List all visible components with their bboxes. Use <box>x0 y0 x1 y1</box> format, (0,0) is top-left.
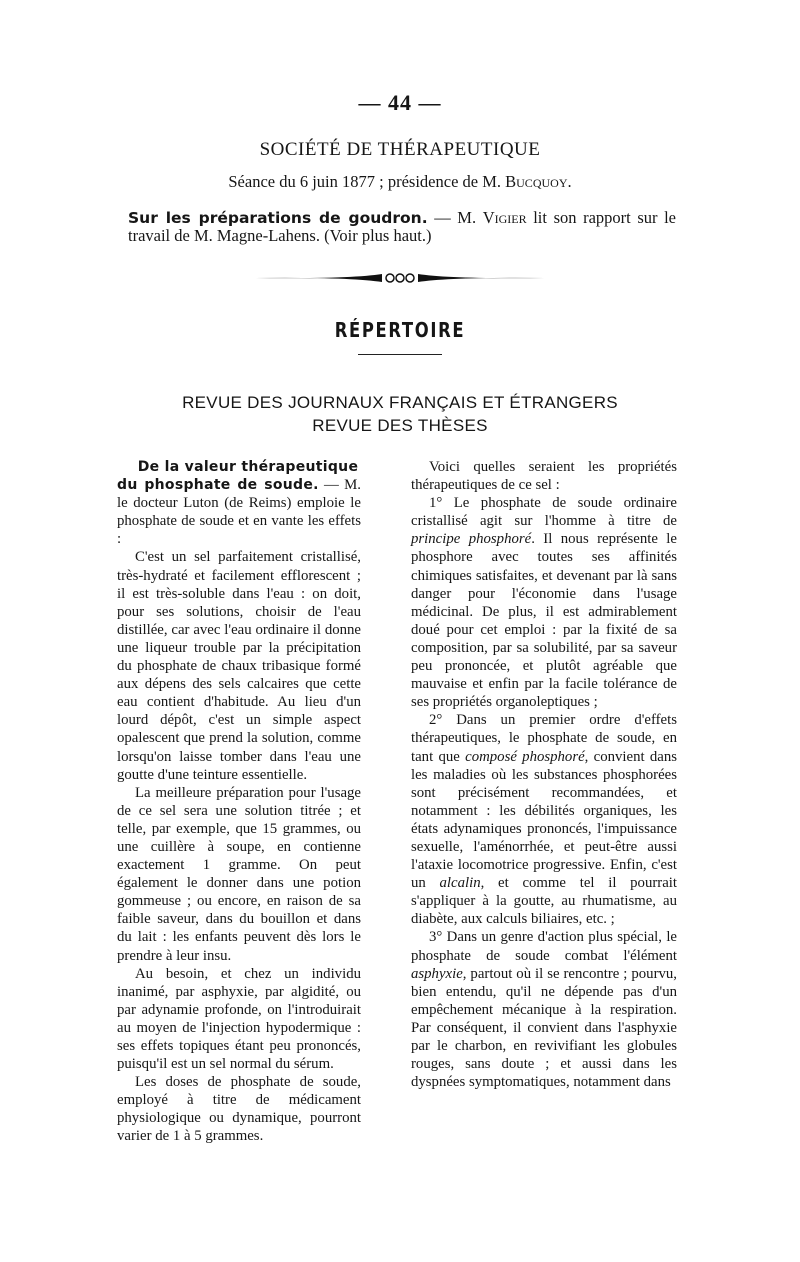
report-paragraph <box>128 209 676 244</box>
report-title: Sur les préparations de goudron. <box>128 209 428 227</box>
seance-president: Bucquoy <box>505 172 568 191</box>
seance-prefix: Séance du 6 juin 1877 ; présidence de M. <box>228 172 506 191</box>
left-paragraph-2: La meilleure préparation pour l'usage de ce sel sera une solution titrée ; et telle, par exemple, que 15 grammes, ou une cuillère à soupe, en contienne exactement 1 gramme. On peut également le donner dans une potion gommeuse ; ou encore, en raison de sa faible saveur, dans du bouillon et dans du lait : les enfants peuvent dès lors le prendre à leur insu. <box>117 784 361 964</box>
article-intro <box>117 476 361 548</box>
left-paragraph-1: C'est un sel parfaitement cristallisé, très-hydraté et facilement efflorescent ; il est très-soluble dans l'eau : on doit, pour ses solutions, choisir de l'eau distillée, car avec l'eau ordinaire il donne une liqueur trouble par la précipitation du phosphate de chaux tribasique formé aux dépens des sels calcaires que cette eau contient d'habitude. Au lieu d'un lourd dépôt, c'est un simple aspect opalescent que prend la solution, comme lorsqu'on laisse tomber dans l'eau une goutte d'une teinture essentielle. <box>117 549 361 783</box>
page-number: — 44 — <box>358 90 442 115</box>
right-paragraph-1: Voici quelles seraient les propriétés thérapeutiques de ce sel : <box>411 459 677 494</box>
ornament-divider <box>250 268 550 288</box>
article-intro-text: — M. le docteur Luton (de Reims) emploie le phosphate de soude et en vante les effets : <box>117 477 361 548</box>
italic-alcalin: alcalin <box>439 875 481 892</box>
seance-line <box>0 172 800 192</box>
article-title-line-1: De la valeur thérapeutique <box>137 459 359 475</box>
section-title: RÉPERTOIRE <box>334 318 466 342</box>
left-paragraph-4: Les doses de phosphate de soude, employé à titre de médicament physiologique ou dynamique, pourront varier de 1 à 5 grammes. <box>117 1074 361 1145</box>
report-rest: lit son rapport sur le travail de M. Magne-Lahens. (Voir plus haut.) <box>128 208 677 245</box>
seance-suffix: . <box>567 172 572 191</box>
society-heading: SOCIÉTÉ DE THÉRAPEUTIQUE <box>259 139 541 160</box>
report-dash: — M. <box>427 208 483 227</box>
right-paragraph-4: 3° Dans un genre d'action plus spécial, le phosphate de soude combat l'élément asphyxie, partout où il se rencontre ; pourvu, bien entendu, qu'il ne dépende pas d'un empêchement mécanique à la respiration. Par conséquent, il convient dans l'asphyxie par le charbon, en revivifiant les globules rouges, sans doute ; et aussi dans les dyspnées symptomatiques, notamment dans <box>411 929 677 1091</box>
article-title-line-2: du phosphate de soude. <box>117 477 319 494</box>
right-paragraph-3: 2° Dans un premier ordre d'effets thérapeutiques, le phosphate de soude, en tant que composé phosphoré, convient dans les maladies où les substances phosphorées sont précisément recommandées, et notamment : les débilités organiques, les états adynamiques prononcés, l'impuissance sexuelle, l'aménorrhée, et peut-être aussi l'ataxie locomotrice progressive. Enfin, c'est un alcalin, et comme tel il pourrait s'appliquer à la goutte, au rhumatisme, au diabète, aux calculs biliaires, etc. ; <box>411 712 678 928</box>
italic-asphyxie: asphyxie <box>411 965 463 982</box>
italic-compose: composé phosphoré <box>465 748 585 765</box>
section-subtitle-2: REVUE DES THÈSES <box>312 416 488 435</box>
section-subtitle-1: REVUE DES JOURNAUX FRANÇAIS ET ÉTRANGERS <box>182 393 618 412</box>
right-paragraph-2: 1° Le phosphate de soude ordinaire cristallisé agit sur l'homme à titre de principe phosphoré. Il nous représente le phosphore avec toutes ses affinités chimiques satisfaites, et devenant par là sans danger pour l'économie dans l'usage médicinal. De plus, il est admirablement doué pour cet emploi : par la fixité de sa composition, par sa solubilité, par sa saveur peu prononcée, et plutôt agréable que mauvaise et enfin par la facile tolérance de ses propriétés organoleptiques ; <box>411 495 677 711</box>
right-column <box>411 458 677 1091</box>
title-rule <box>358 354 442 355</box>
left-paragraph-3: Au besoin, et chez un individu inanimé, par asphyxie, par algidité, ou par adynamie profonde, on l'introduirait au moyen de l'injection hypodermique : ses effets topiques étant peu prononcés, puisqu'il est un sel normal du sérum. <box>117 965 361 1073</box>
report-reporter: Vigier <box>482 208 527 227</box>
left-column <box>117 458 361 1146</box>
italic-principe: principe phosphoré <box>411 531 532 548</box>
